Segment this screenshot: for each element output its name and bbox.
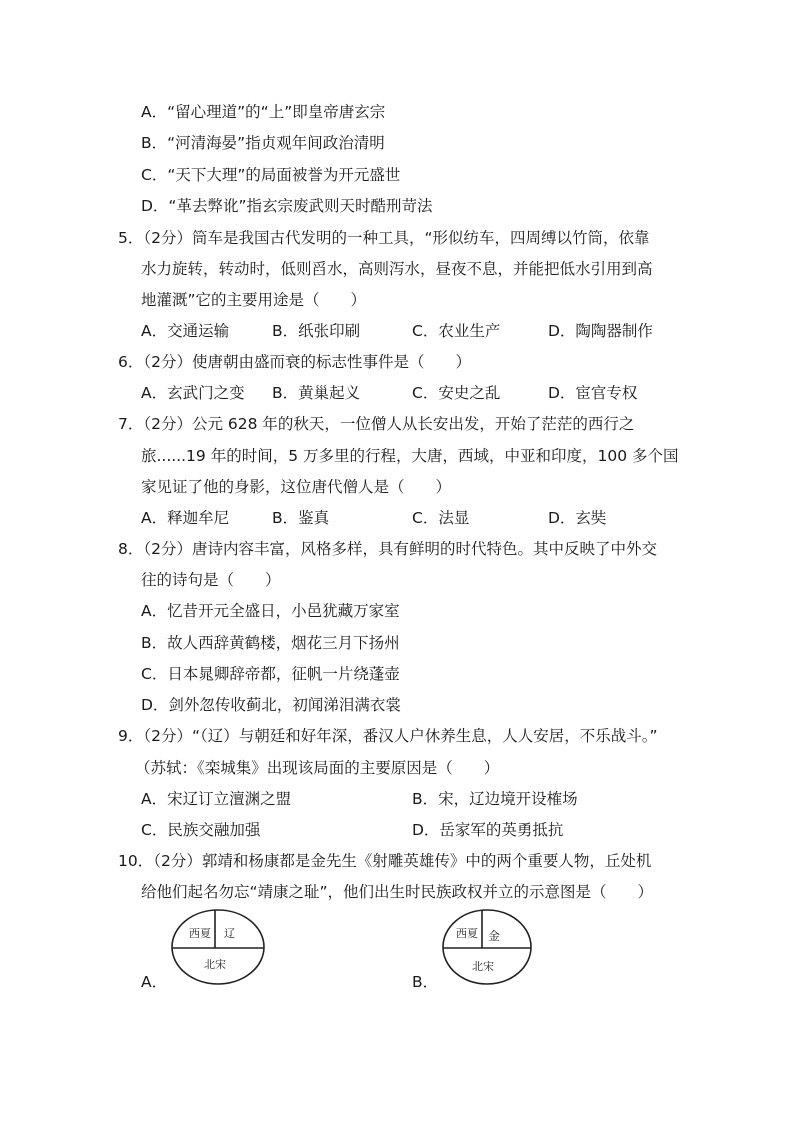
- q10-stem-line-2: 给他们起名勿忘“靖康之耻”，他们出生时民族政权并立的示意图是（ ）: [141, 883, 654, 901]
- diagram-a-outline: [172, 910, 264, 984]
- q7-option-a: A．释迦牟尼: [141, 509, 230, 527]
- q5-stem-line-1: 5．（2分）筒车是我国古代发明的一种工具，“形似纺车，四周缚以竹筒，依靠: [118, 229, 650, 247]
- q4-option-a: A．“留心理道”的“上”即皇帝唐玄宗: [141, 103, 386, 121]
- q9-option-a: A．宋辽订立澶渊之盟: [141, 790, 292, 808]
- q10-diagram-b: [441, 908, 533, 986]
- q7-option-c: C．法显: [412, 509, 470, 527]
- q8-option-d: D．剑外忽传收蓟北，初闻涕泪满衣裳: [141, 696, 401, 714]
- q10-option-a-label: A．: [141, 973, 168, 991]
- q10-diagram-a: [170, 908, 266, 986]
- q5-stem-line-3: 地灌溉”它的主要用途是（ ）: [141, 291, 367, 309]
- q6-option-c: C．安史之乱: [412, 384, 501, 402]
- q9-option-d: D．岳家军的英勇抵抗: [412, 821, 564, 839]
- q8-option-a: A．忆昔开元全盛日，小邑犹藏万家室: [141, 602, 400, 620]
- q9-option-b: B．宋，辽边境开设榷场: [412, 790, 578, 808]
- q4-option-b: B．“河清海晏”指贞观年间政治清明: [141, 134, 385, 152]
- diagram-a-label-beisong: 北宋: [204, 958, 226, 971]
- q4-option-d: D．“革去弊讹”指玄宗废武则天时酷刑苛法: [141, 197, 433, 215]
- q5-option-b: B．纸张印刷: [272, 322, 361, 340]
- q8-option-c: C．日本晁卿辞帝都，征帆一片绕蓬壶: [141, 665, 400, 683]
- diagram-a-label-xixia: 西夏: [189, 927, 211, 940]
- diagram-b-label-xixia: 西夏: [456, 927, 478, 940]
- q9-stem-line-2: （苏轼：《栾城集》出现该局面的主要原因是（ ）: [135, 759, 500, 777]
- diagram-b-label-beisong: 北宋: [472, 960, 494, 973]
- q5-stem-line-2: 水力旋转，转动时，低则舀水，高则泻水，昼夜不息，并能把低水引用到高: [141, 260, 653, 278]
- q7-stem-line-3: 家见证了他的身影，这位唐代僧人是（ ）: [141, 478, 452, 496]
- q5-option-c: C．农业生产: [412, 322, 501, 340]
- q8-stem-line-1: 8．（2分）唐诗内容丰富，风格多样，具有鲜明的时代特色。其中反映了中外交: [118, 540, 657, 558]
- q9-stem-line-1: 9．（2分）“（辽）与朝廷和好年深，番汉人户休养生息，人人安居，不乐战斗。”: [118, 727, 658, 745]
- q6-option-a: A．玄武门之变: [141, 384, 245, 402]
- q6-option-b: B．黄巢起义: [272, 384, 361, 402]
- q8-option-b: B．故人西辞黄鹤楼，烟花三月下扬州: [141, 634, 400, 652]
- q7-option-d: D．玄奘: [548, 509, 607, 527]
- diagram-a-label-liao: 辽: [224, 927, 235, 940]
- q4-option-c: C．“天下大理”的局面被誉为开元盛世: [141, 166, 401, 184]
- q10-option-b-label: B．: [412, 973, 439, 991]
- q6-option-d: D．宦官专权: [548, 384, 638, 402]
- q9-option-c: C．民族交融加强: [141, 821, 261, 839]
- q10-stem-line-1: 10．（2分）郭靖和杨康都是金先生《射雕英雄传》中的两个重要人物，丘处机: [118, 852, 652, 870]
- q7-stem-line-1: 7．（2分）公元 628 年的秋天，一位僧人从长安出发，开始了茫茫的西行之: [118, 415, 635, 433]
- q8-stem-line-2: 往的诗句是（ ）: [141, 571, 281, 589]
- q6-stem: 6．（2分）使唐朝由盛而衰的标志性事件是（ ）: [118, 353, 471, 371]
- q5-option-d: D．陶陶器制作: [548, 322, 653, 340]
- q7-stem-line-2: 旅......19 年的时间，5 万多里的行程，大唐，西域，中亚和印度，100 多个国: [141, 447, 679, 465]
- diagram-b-label-jin: 金: [488, 929, 501, 943]
- q5-option-a: A．交通运输: [141, 322, 230, 340]
- q7-option-b: B．鉴真: [272, 509, 330, 527]
